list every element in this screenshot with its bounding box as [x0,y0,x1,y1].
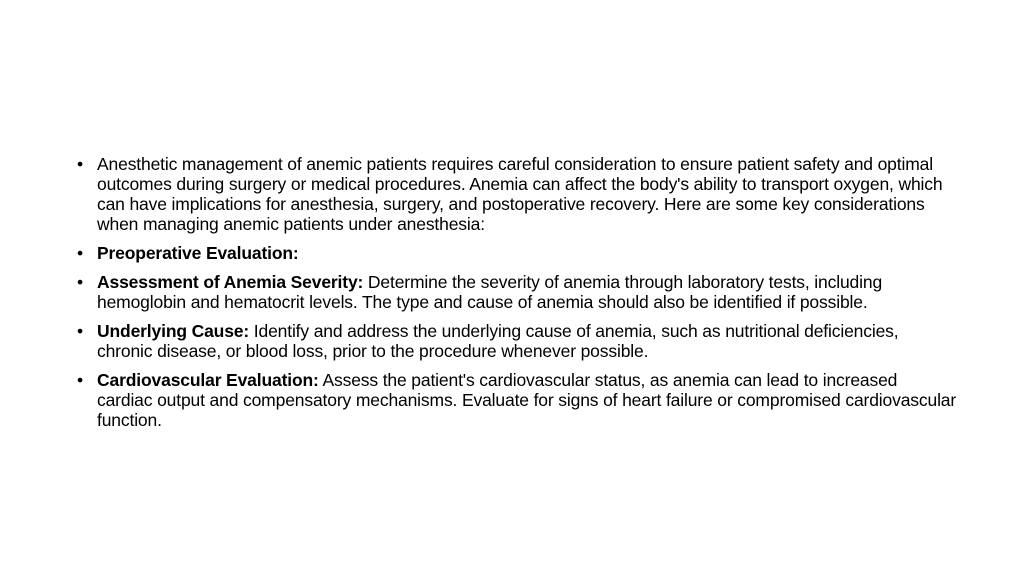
bullet-heading: Assessment of Anemia Severity: [97,272,364,292]
bullet-text: Determine the severity of anemia through laboratory tests, including hemoglobin and hematocrit levels. The type and cause of anemia should also be identified if possible. [97,272,883,312]
bullet-item-preoperative-evaluation [77,243,957,263]
bullet-text: Anesthetic management of anemic patients requires careful consideration to ensure patient safety and optimal outcomes during surgery or medical procedures. Anemia can affect the body's ability to transport oxygen, which can have implications for anesthesia, surgery, and postoperative recovery. Here are some key considerations when managing anemic patients under anesthesia: [97,154,943,234]
bullet-heading: Preoperative Evaluation: [97,243,299,263]
slide-content [77,154,957,439]
bullet-text: Identify and address the underlying cause of anemia, such as nutritional deficiencies, chronic disease, or blood loss, prior to the procedure whenever possible. [97,321,899,361]
bullet-item-anemia-severity [77,272,957,312]
bullet-list [77,154,957,430]
bullet-item-cardiovascular-evaluation [77,370,957,430]
bullet-item-underlying-cause [77,321,957,361]
bullet-heading: Underlying Cause: [97,321,250,341]
bullet-dot-icon: • [77,272,83,292]
bullet-dot-icon: • [77,321,83,341]
bullet-dot-icon: • [77,243,83,263]
bullet-dot-icon: • [77,154,83,174]
bullet-dot-icon: • [77,370,83,390]
bullet-text: Assess the patient's cardiovascular status, as anemia can lead to increased cardiac output and compensatory mechanisms. Evaluate for signs of heart failure or compromised cardiovascular function. [97,370,957,430]
bullet-item-intro [77,154,957,234]
bullet-heading: Cardiovascular Evaluation: [97,370,319,390]
